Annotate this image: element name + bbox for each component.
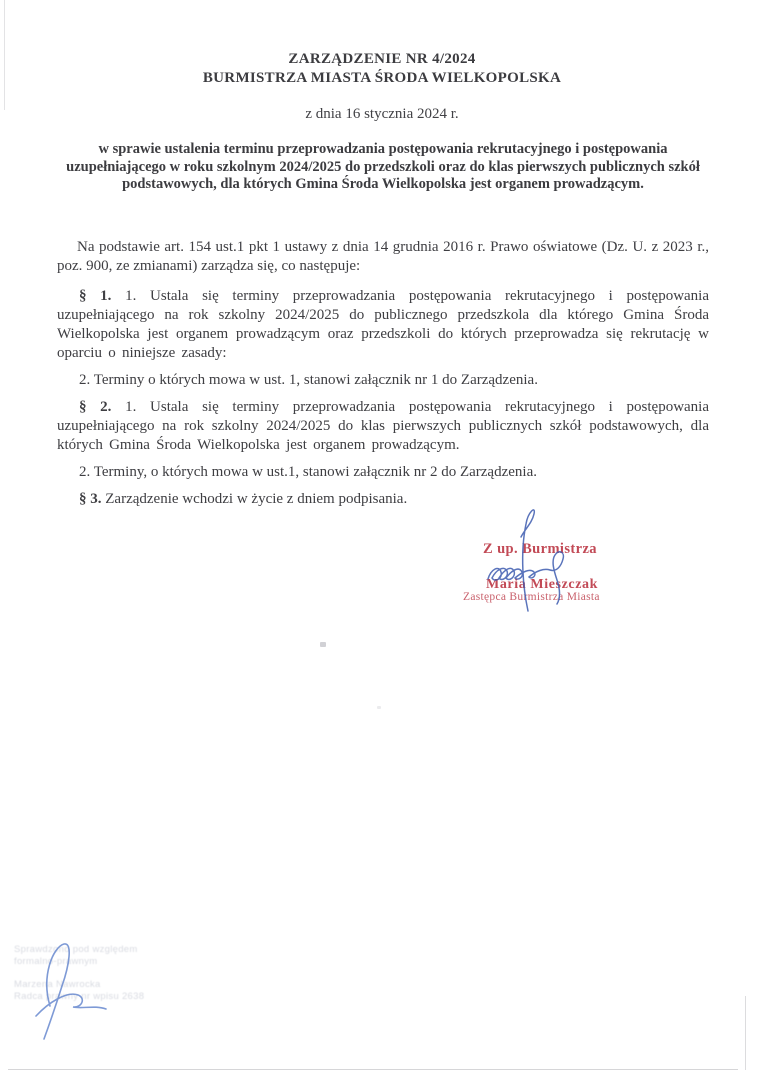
- section-2-symbol: § 2.: [79, 399, 112, 415]
- paragraph-section-1: [57, 287, 709, 363]
- scan-speck: [377, 706, 381, 709]
- document-title-number: ZARZĄDZENIE NR 4/2024: [288, 51, 476, 67]
- clerk-stamp-line: Radca prawny nr wpisu 2638: [14, 991, 145, 1002]
- paragraph-section-2: [57, 398, 709, 455]
- section-3-text: Zarządzenie wchodzi w życie z dniem podpisania.: [105, 491, 408, 507]
- paragraph-section-3: [57, 490, 709, 509]
- signature-authorization-stamp: Z up. Burmistrza: [483, 541, 597, 557]
- section-1-ust-2-text: 2. Terminy o których mowa w ust. 1, stanowi załącznik nr 1 do Zarządzenia.: [79, 372, 538, 388]
- paragraph-section-1-ust-2: [57, 371, 709, 390]
- section-1-text: 1. Ustala się terminy przeprowadzania postępowania rekrutacyjnego i postępowania uzupełniającego na rok szkolny 2024/2025 do publicznego przedszkola dla którego Gmina Środa Wielkopolska jest organem prowadzącym oraz przedszkoli do których przeprowadza się rekrutację w oparciu o niniejsze zasady:: [57, 288, 710, 361]
- scan-speck: [320, 642, 326, 647]
- document-date: z dnia 16 stycznia 2024 r.: [305, 106, 459, 122]
- legal-basis-paragraph: Na podstawie art. 154 ust.1 pkt 1 ustawy z dnia 14 grudnia 2016 r. Prawo oświatowe (Dz. U. z 2023 r., poz. 900, ze zmianami) zarządza się, co następuje:: [57, 239, 709, 274]
- document-body: [57, 238, 709, 517]
- section-3-symbol: § 3.: [79, 491, 102, 507]
- document-subject: w sprawie ustalenia terminu przeprowadzania postępowania rekrutacyjnego i postępowania uzupełniającego w roku szkolnym 2024/2025 do przedszkoli oraz do klas pierwszych publicznych szkół podstawowych, dla których Gmina Środa Wielkopolska jest organem prowadzącym.: [66, 141, 700, 192]
- signatory-name-stamp: Maria Mieszczak: [486, 577, 599, 592]
- document-title: [0, 50, 764, 88]
- document-title-authority: BURMISTRZA MIASTA ŚRODA WIELKOPOLSKA: [202, 70, 562, 86]
- paragraph-section-2-ust-2: [57, 463, 709, 482]
- section-1-symbol: § 1.: [79, 288, 112, 304]
- clerk-stamp-line: Sprawdzono pod względem: [14, 944, 138, 955]
- signatory-position-stamp: Zastępca Burmistrza Miasta: [463, 591, 600, 603]
- section-2-ust-2-text: 2. Terminy, o których mowa w ust.1, stanowi załącznik nr 2 do Zarządzenia.: [79, 464, 537, 480]
- section-2-text: 1. Ustala się terminy przeprowadzania postępowania rekrutacyjnego i postępowania uzupełniającego na rok szkolny 2024/2025 do klas pierwszych publicznych szkół podstawowych, dla których Gmina Środa Wielkopolska jest organem prowadzącym.: [57, 399, 710, 453]
- scan-edge-right: [745, 996, 746, 1070]
- scan-edge-bottom: [8, 1069, 738, 1070]
- clerk-stamp-line: formalno-prawnym: [14, 956, 98, 967]
- faint-clerk-stamp: [14, 944, 184, 1003]
- clerk-stamp-line: Marzena Nawrocka: [14, 979, 101, 990]
